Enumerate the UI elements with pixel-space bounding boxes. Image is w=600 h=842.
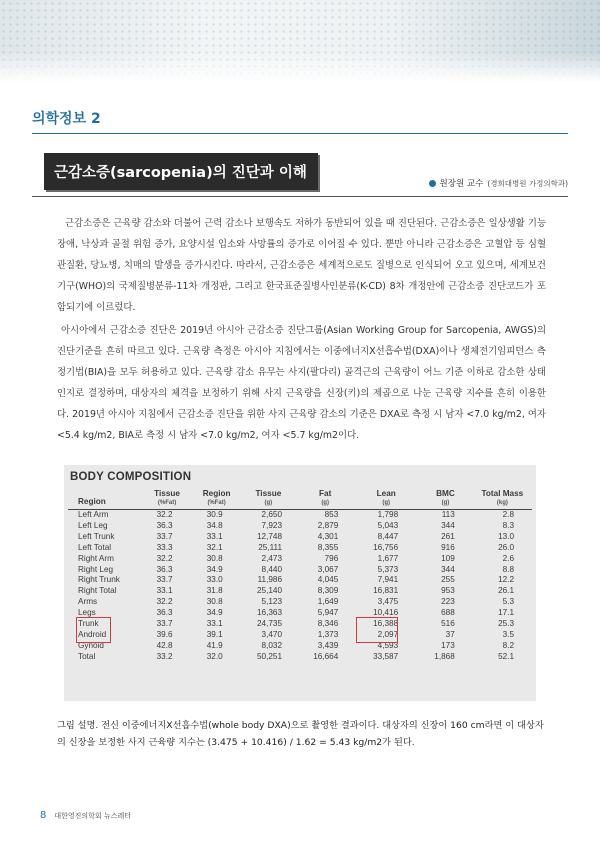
table-cell: 5.3 [502, 597, 514, 607]
table-cell: 16,664 [313, 651, 339, 661]
table-cell: 516 [441, 619, 455, 629]
row-label: Total [78, 651, 96, 661]
table-row [68, 510, 532, 521]
table-cell: 24,735 [257, 619, 283, 629]
page-number: 8 [40, 810, 47, 821]
table-cell: 32.2 [156, 510, 173, 519]
table-row [68, 641, 532, 652]
table-row [68, 565, 532, 576]
title-divider [32, 196, 568, 197]
table-cell: 32.1 [206, 542, 223, 552]
table-cell: 33.0 [206, 575, 223, 585]
column-header: Region (%Fat) [193, 489, 241, 510]
body-paragraph-1: 근감소증은 근육량 감소와 더불어 근력 감소나 보행속도 저하가 동반되어 있을 때 진단된다. 근감소증은 일상생활 기능장애, 낙상과 골절 위험 증가, 요양시설 입소와 사망률의 증가로 이어질 수 있다. 뿐만 아니라 근감소증은 고혈압 등 심혈관질환, 당뇨병, 치매의 발생을 증가시킨다. 따라서, 근감소증은 세계적으로도 질병으로 인식되어 오고 있으며, 세계보건기구(WHO)의 국제질병분류-11차 개정판, 그리고 한국표준질병사인분류(K-CD) 8차 개정안에 근감소증 진단코드가 포함되기에 이르렀다. [57, 218, 546, 313]
table-cell: 7,941 [377, 575, 399, 585]
table-row [68, 554, 532, 565]
table-cell: 33.7 [156, 531, 173, 541]
table-cell: 109 [441, 553, 455, 563]
table-row [68, 532, 532, 543]
table-cell: 4,045 [317, 575, 339, 585]
table-cell: 34.9 [206, 608, 223, 618]
table-cell: 10,416 [373, 608, 399, 618]
table-cell: 30.8 [206, 597, 223, 607]
table-cell: 37 [445, 629, 455, 639]
table-cell: 33.1 [206, 531, 223, 541]
column-header: Region [68, 489, 142, 510]
figure-table-title: BODY COMPOSITION [70, 471, 192, 483]
row-label: Right Arm [78, 553, 114, 563]
highlight-box-arms-legs [76, 617, 111, 643]
table-cell: 12.2 [498, 575, 514, 585]
table-row [68, 608, 532, 619]
table-cell: 8,447 [377, 531, 399, 541]
table-cell: 796 [324, 553, 339, 563]
table-cell: 36.3 [156, 520, 173, 530]
table-cell: 261 [441, 531, 455, 541]
body-paragraph-2: 아시아에서 근감소증 진단은 2019년 아시아 근감소증 진단그룹(Asian Working Group for Sarcopenia, AWGS)의 진단기준을 흔히 따르고 있다. 근육량 측정은 아시아 지침에서는 이중에너지X선흡수법(DXA)이나 생체전기임피던스 측정기법(BIA)을 모두 허용하고 있다. 근육량 감소 유무는 사지(팔다리) 골격근의 근육량이 어느 기준 이하로 감소한 상태인지로 결정하며, 대상자의 체격을 보정하기 위해 사지 근육량을 신장(키)의 제곱으로 나눈 근육량 지수를 흔히 이용한다. 2019년 아시아 지침에서 근감소증 진단을 위한 사지 근육량 감소의 기준은 DXA로 측정 시 남자 <7.0 kg/m2, 여자 <5.4 kg/m2, BIA로 측정 시 남자 <7.0 kg/m2, 여자 <5.7 kg/m2이다. [57, 325, 546, 441]
table-cell: 2,097 [377, 629, 399, 639]
table-cell: 33.2 [156, 651, 173, 661]
table-cell: 5,043 [377, 520, 399, 530]
table-cell: 13.0 [498, 531, 514, 541]
table-cell: 8.3 [502, 520, 514, 530]
article-title: 근감소증(sarcopenia)의 진단과 이해 [54, 165, 307, 181]
table-cell: 5,947 [317, 608, 339, 618]
table-cell: 33.3 [156, 542, 173, 552]
table-cell: 52.1 [498, 651, 514, 661]
author-line [429, 177, 568, 189]
table-cell: 25.3 [498, 619, 514, 629]
table-cell: 36.3 [156, 608, 173, 618]
table-cell: 3,067 [317, 564, 339, 574]
row-label: Left Arm [78, 510, 109, 519]
table-row [68, 543, 532, 554]
table-cell: 113 [441, 510, 455, 519]
table-cell: 688 [441, 608, 455, 618]
table-cell: 39.6 [156, 629, 173, 639]
table-cell: 33.7 [156, 575, 173, 585]
table-cell: 853 [324, 510, 339, 519]
section-divider [32, 133, 568, 134]
table-cell: 26.1 [498, 586, 514, 596]
table-header-row [68, 489, 532, 510]
body-composition-table [68, 489, 532, 663]
table-cell: 7,923 [261, 520, 283, 530]
column-header: Fat (g) [296, 489, 354, 510]
table-cell: 1,798 [377, 510, 399, 519]
table-cell: 33,587 [373, 651, 399, 661]
row-label: Right Total [78, 586, 117, 596]
table-cell: 11,986 [257, 575, 283, 585]
table-cell: 223 [441, 597, 455, 607]
table-cell: 2.8 [502, 510, 514, 519]
table-cell: 33.7 [156, 619, 173, 629]
table-cell: 8,346 [317, 619, 339, 629]
figure-caption: 그림 설명. 전신 이중에너지X선흡수법(whole body DXA)으로 촬영한 결과이다. 대상자의 신장이 160 cm라면 이 대상자의 신장을 보정한 사지 근육량 지수는 (3.475 + 10.416) / 1.62 = 5.43 kg/m2가 된다. [57, 720, 544, 748]
table-cell: 16,388 [373, 619, 399, 629]
table-cell: 4,593 [377, 640, 399, 650]
table-cell: 1,373 [317, 629, 339, 639]
table-cell: 12,748 [257, 531, 283, 541]
table-cell: 32.0 [206, 651, 223, 661]
table-cell: 50,251 [257, 651, 283, 661]
table-row [68, 619, 532, 630]
row-label: Android [78, 629, 107, 639]
table-row [68, 521, 532, 532]
table-cell: 8,309 [317, 586, 339, 596]
column-header: Lean (g) [354, 489, 418, 510]
author-affiliation: (경희대병원 가정의학과) [487, 178, 568, 188]
body-composition-figure [64, 465, 536, 701]
table-cell: 33.1 [206, 619, 223, 629]
table-cell: 4,301 [317, 531, 339, 541]
table-cell: 31.8 [206, 586, 223, 596]
table-cell: 1,677 [377, 553, 399, 563]
table-cell: 3,439 [317, 640, 339, 650]
publication-name: 대한영진의학회 뉴스레터 [54, 811, 131, 820]
column-header: Total Mass (kg) [473, 489, 532, 510]
column-header: Tissue (g) [241, 489, 296, 510]
row-label: Arms [78, 597, 98, 607]
row-label: Left Trunk [78, 531, 115, 541]
table-cell: 255 [441, 575, 455, 585]
table-cell: 26.0 [498, 542, 514, 552]
table-cell: 25,111 [258, 542, 283, 552]
table-row [68, 586, 532, 597]
table-cell: 8,440 [261, 564, 283, 574]
table-cell: 916 [441, 542, 455, 552]
table-cell: 2,650 [261, 510, 283, 519]
table-cell: 8.2 [502, 640, 514, 650]
table-cell: 16,756 [373, 542, 399, 552]
row-label: Trunk [78, 619, 99, 629]
table-cell: 17.1 [498, 608, 514, 618]
table-row [68, 575, 532, 586]
table-cell: 8.8 [502, 564, 514, 574]
table-cell: 32.2 [156, 597, 173, 607]
bullet-dot-icon [429, 180, 436, 187]
table-cell: 32.2 [156, 553, 173, 563]
table-cell: 2,473 [261, 553, 283, 563]
table-row [68, 652, 532, 663]
row-label: Gynoid [78, 640, 104, 650]
article-title-box [44, 153, 318, 190]
table-row [68, 597, 532, 608]
table-cell: 173 [441, 640, 455, 650]
table-cell: 34.9 [206, 564, 223, 574]
table-cell: 30.9 [206, 510, 223, 519]
table-cell: 16,363 [257, 608, 283, 618]
table-cell: 344 [441, 564, 455, 574]
table-cell: 8,032 [261, 640, 283, 650]
table-cell: 3.5 [502, 629, 514, 639]
table-cell: 5,373 [377, 564, 399, 574]
table-cell: 36.3 [156, 564, 173, 574]
row-label: Left Total [78, 542, 112, 552]
table-cell: 3,470 [261, 629, 283, 639]
author-name: 원장원 교수 [439, 179, 484, 189]
table-cell: 344 [441, 520, 455, 530]
table-cell: 33.1 [156, 586, 173, 596]
table-cell: 16,831 [373, 586, 399, 596]
table-cell: 41.9 [206, 640, 223, 650]
table-cell: 30.8 [206, 553, 223, 563]
row-label: Legs [78, 608, 96, 618]
table-cell: 25,140 [257, 586, 283, 596]
table-cell: 2.6 [502, 553, 514, 563]
table-cell: 39.1 [206, 629, 223, 639]
table-cell: 1,649 [317, 597, 339, 607]
column-header: BMC (g) [418, 489, 473, 510]
table-cell: 8,355 [317, 542, 339, 552]
table-cell: 953 [441, 586, 455, 596]
table-cell: 42.8 [156, 640, 173, 650]
row-label: Left Leg [78, 520, 108, 530]
table-cell: 1,868 [434, 651, 455, 661]
table-row [68, 630, 532, 641]
table-cell: 3,475 [377, 597, 399, 607]
table-cell: 2,879 [317, 520, 339, 530]
section-label: 의학정보 2 [32, 111, 101, 127]
table-cell: 5,123 [261, 597, 283, 607]
row-label: Right Trunk [78, 575, 120, 585]
table-cell: 34.8 [206, 520, 223, 530]
page-footer [40, 810, 131, 821]
highlight-box-lean-values [356, 617, 398, 643]
header-decoration [0, 0, 600, 82]
column-header: Tissue (%Fat) [142, 489, 193, 510]
row-label: Right Leg [78, 564, 114, 574]
